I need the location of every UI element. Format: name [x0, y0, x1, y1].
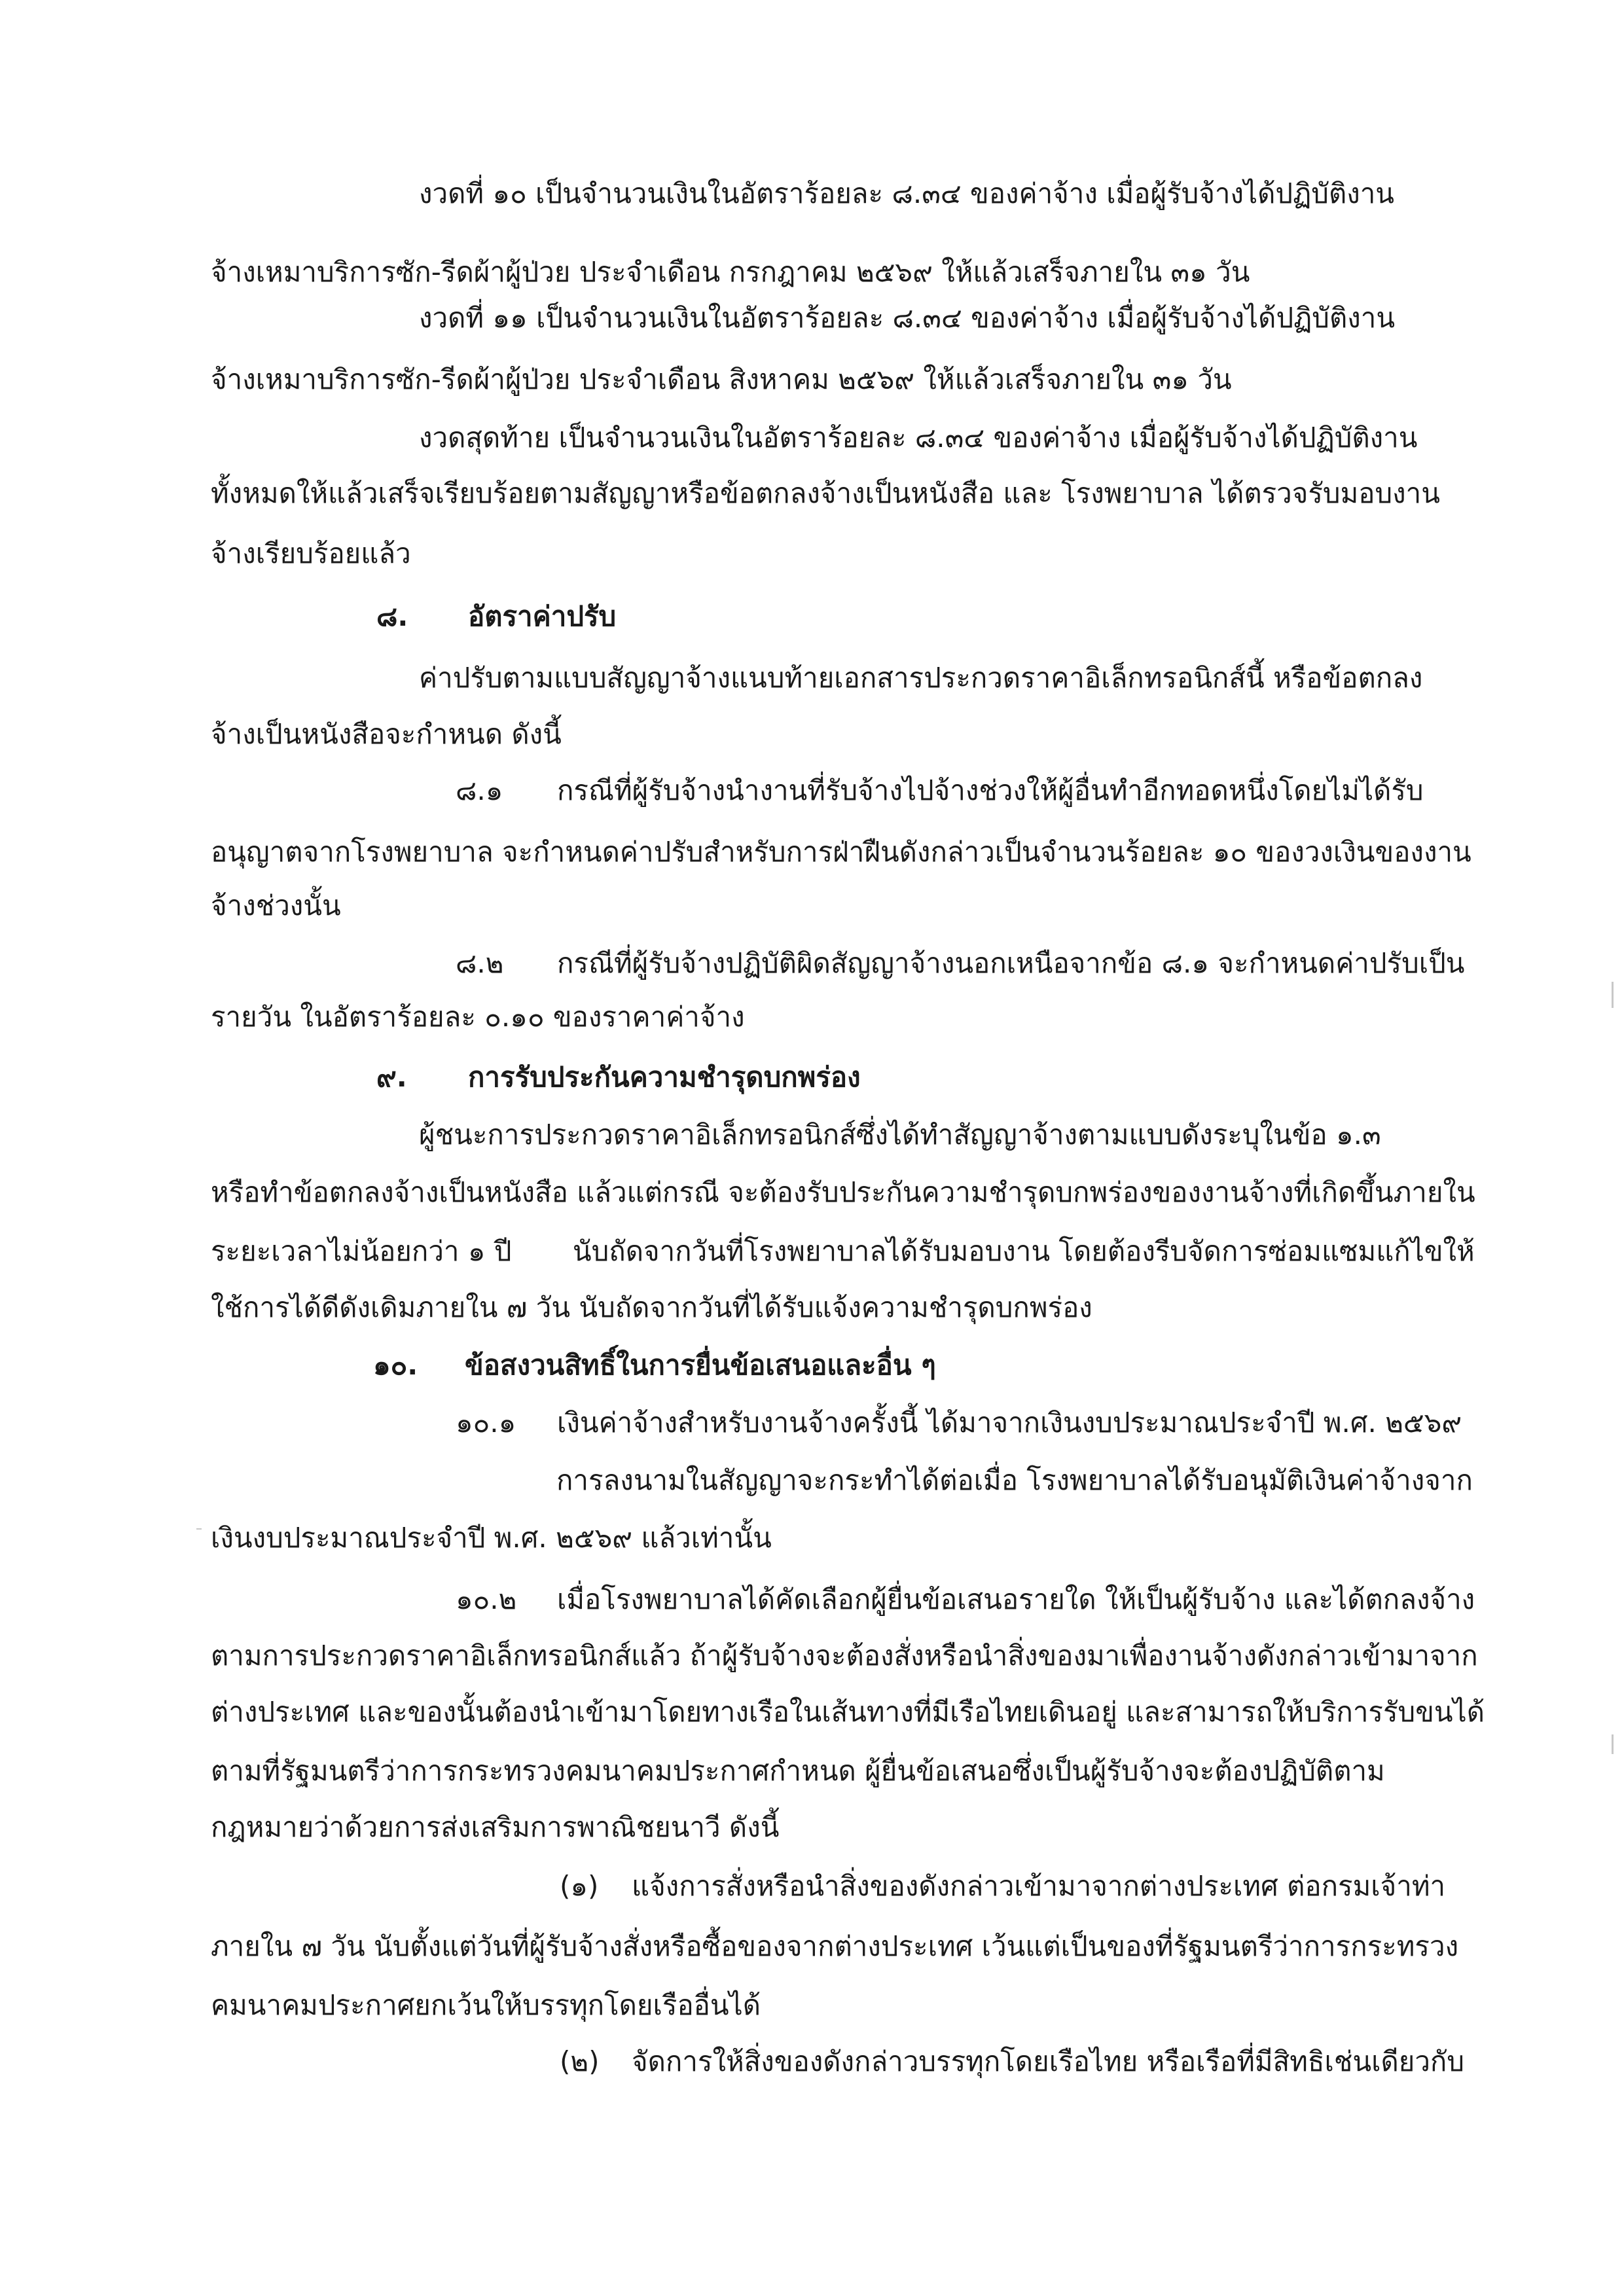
installment-10-line-1 — [419, 178, 1624, 209]
section-8-heading — [376, 601, 1624, 632]
clause-8-1-line-2 — [211, 836, 1624, 868]
text: จ้างเป็นหนังสือจะกำหนด ดังนี้ — [211, 718, 562, 750]
clause-10-2-line-1 — [456, 1584, 1624, 1615]
section-9-heading — [376, 1062, 1624, 1093]
installment-last-line-2 — [211, 478, 1624, 509]
clause-10-2-line-4 — [211, 1755, 1624, 1787]
installment-last-line-1 — [419, 422, 1624, 454]
clause-number: ๑๐.๒ — [456, 1583, 517, 1615]
section-10-heading — [373, 1350, 1624, 1381]
clause-8-2-line-2 — [211, 1001, 1624, 1033]
text: ระยะเวลาไม่น้อยกว่า ๑ ปี — [211, 1235, 512, 1267]
installment-last-line-3 — [211, 538, 1624, 569]
text: ใช้การได้ดีดังเดิมภายใน ๗ วัน นับถัดจากวันที่ได้รับแจ้งความชำรุดบกพร่อง — [211, 1291, 1092, 1323]
scan-mark — [1612, 1734, 1614, 1754]
section-title: อัตราค่าปรับ — [468, 600, 617, 632]
text: ภายใน ๗ วัน นับตั้งแต่วันที่ผู้รับจ้างสั่งหรือซื้อของจากต่างประเทศ เว้นแต่เป็นของที่รัฐมนตรีว่าการกระทรวง — [211, 1930, 1459, 1962]
clause-number: ๑๐.๑ — [456, 1407, 516, 1439]
text: เงินค่าจ้างสำหรับงานจ้างครั้งนี้ ได้มาจากเงินงบประมาณประจำปี พ.ศ. ๒๕๖๙ — [557, 1407, 1462, 1439]
clause-number: ๘.๒ — [456, 947, 504, 979]
text: หรือทำข้อตกลงจ้างเป็นหนังสือ แล้วแต่กรณี จะต้องรับประกันความชำรุดบกพร่องของงานจ้างที่เกิดขึ้นภายใน — [211, 1176, 1475, 1208]
text: กรณีที่ผู้รับจ้างปฏิบัติผิดสัญญาจ้างนอกเหนือจากข้อ ๘.๑ จะกำหนดค่าปรับเป็น — [557, 947, 1465, 979]
clause-number: ๘.๑ — [456, 774, 503, 806]
section-8-intro-line-2 — [211, 719, 1624, 750]
text: เงินงบประมาณประจำปี พ.ศ. ๒๕๖๙ แล้วเท่านั้น — [211, 1522, 772, 1554]
text: ผู้ชนะการประกวดราคาอิเล็กทรอนิกส์ซึ่งได้ทำสัญญาจ้างตามแบบดังระบุในข้อ ๑.๓ — [419, 1119, 1381, 1151]
item-1-line-1 — [560, 1871, 1624, 1902]
section-8-intro-line-1 — [419, 662, 1624, 694]
text: คมนาคมประกาศยกเว้นให้บรรทุกโดยเรืออื่นได้ — [211, 1989, 761, 2021]
installment-10-line-2 — [211, 257, 1624, 288]
scan-mark — [1612, 982, 1614, 1008]
text: อนุญาตจากโรงพยาบาล จะกำหนดค่าปรับสำหรับการฝ่าฝืนดังกล่าวเป็นจำนวนร้อยละ ๑๐ ของวงเงินของงาน — [211, 836, 1471, 868]
text: แจ้งการสั่งหรือนำสิ่งของดังกล่าวเข้ามาจากต่างประเทศ ต่อกรมเจ้าท่า — [632, 1870, 1446, 1902]
section-9-line-3 — [211, 1236, 1624, 1267]
text: จ้างเรียบร้อยแล้ว — [211, 537, 411, 569]
text: จ้างเหมาบริการซัก-รีดผ้าผู้ป่วย ประจำเดือน กรกฎาคม ๒๕๖๙ ให้แล้วเสร็จภายใน ๓๑ วัน — [211, 256, 1250, 288]
clause-8-2-line-1 — [456, 948, 1624, 979]
text: นับถัดจากวันที่โรงพยาบาลได้รับมอบงาน โดยต้องรีบจัดการซ่อมแซมแก้ไขให้ — [572, 1235, 1475, 1267]
section-9-line-4 — [211, 1292, 1624, 1323]
text: ต่างประเทศ และของนั้นต้องนำเข้ามาโดยทางเรือในเส้นทางที่มีเรือไทยเดินอยู่ และสามารถให้บริการรับขนได้ — [211, 1696, 1485, 1728]
clause-10-2-line-5 — [211, 1812, 1624, 1843]
text: ตามการประกวดราคาอิเล็กทรอนิกส์แล้ว ถ้าผู้รับจ้างจะต้องสั่งหรือนำสิ่งของมาเพื่องานจ้างดังกล่าวเข้ามาจาก — [211, 1640, 1478, 1672]
item-1-line-3 — [211, 1990, 1624, 2021]
section-title: การรับประกันความชำรุดบกพร่อง — [468, 1061, 861, 1093]
clause-10-1-line-3 — [211, 1522, 1624, 1554]
clause-8-1-line-3 — [211, 890, 1624, 922]
section-title: ข้อสงวนสิทธิ์ในการยื่นข้อเสนอและอื่น ๆ — [465, 1349, 936, 1381]
text: กรณีที่ผู้รับจ้างนำงานที่รับจ้างไปจ้างช่วงให้ผู้อื่นทำอีกทอดหนึ่งโดยไม่ได้รับ — [557, 774, 1424, 806]
item-number: (๒) — [560, 2045, 600, 2077]
text: งวดที่ ๑๐ เป็นจำนวนเงินในอัตราร้อยละ ๘.๓๔ ของค่าจ้าง เมื่อผู้รับจ้างได้ปฏิบัติงาน — [419, 177, 1395, 209]
text: จ้างเหมาบริการซัก-รีดผ้าผู้ป่วย ประจำเดือน สิงหาคม ๒๕๖๙ ให้แล้วเสร็จภายใน ๓๑ วัน — [211, 363, 1232, 395]
text: งวดที่ ๑๑ เป็นจำนวนเงินในอัตราร้อยละ ๘.๓๔ ของค่าจ้าง เมื่อผู้รับจ้างได้ปฏิบัติงาน — [419, 302, 1396, 334]
text: การลงนามในสัญญาจะกระทำได้ต่อเมื่อ โรงพยาบาลได้รับอนุมัติเงินค่าจ้างจาก — [556, 1464, 1473, 1496]
text: รายวัน ในอัตราร้อยละ ๐.๑๐ ของราคาค่าจ้าง — [211, 1001, 745, 1033]
clause-10-1-line-1 — [456, 1407, 1624, 1439]
installment-11-line-1 — [419, 302, 1624, 334]
clause-8-1-line-1 — [456, 775, 1624, 806]
text: เมื่อโรงพยาบาลได้คัดเลือกผู้ยื่นข้อเสนอรายใด ให้เป็นผู้รับจ้าง และได้ตกลงจ้าง — [557, 1583, 1475, 1615]
scan-mark — [196, 1528, 202, 1530]
text: ค่าปรับตามแบบสัญญาจ้างแนบท้ายเอกสารประกวดราคาอิเล็กทรอนิกส์นี้ หรือข้อตกลง — [419, 662, 1423, 694]
installment-11-line-2 — [211, 364, 1624, 395]
text: จ้างช่วงนั้น — [211, 889, 341, 922]
item-2-line-1 — [560, 2046, 1624, 2077]
text: ตามที่รัฐมนตรีว่าการกระทรวงคมนาคมประกาศกำหนด ผู้ยื่นข้อเสนอซึ่งเป็นผู้รับจ้างจะต้องปฏิบัติตาม — [211, 1755, 1385, 1787]
section-9-line-1 — [419, 1119, 1624, 1151]
text: ทั้งหมดให้แล้วเสร็จเรียบร้อยตามสัญญาหรือข้อตกลงจ้างเป็นหนังสือ และ โรงพยาบาล ได้ตรวจรับมอบงาน — [211, 477, 1440, 509]
clause-10-1-line-2 — [556, 1465, 1624, 1496]
item-1-line-2 — [211, 1931, 1624, 1962]
section-number: ๙. — [376, 1061, 407, 1093]
section-number: ๑๐. — [373, 1349, 418, 1381]
clause-10-2-line-2 — [211, 1640, 1624, 1672]
item-number: (๑) — [560, 1870, 599, 1902]
clause-10-2-line-3 — [211, 1696, 1624, 1728]
text: กฎหมายว่าด้วยการส่งเสริมการพาณิชยนาวี ดังนี้ — [211, 1811, 780, 1843]
section-number: ๘. — [376, 600, 408, 632]
section-9-line-2 — [211, 1177, 1624, 1208]
text: งวดสุดท้าย เป็นจำนวนเงินในอัตราร้อยละ ๘.๓๔ ของค่าจ้าง เมื่อผู้รับจ้างได้ปฏิบัติงาน — [419, 422, 1418, 454]
text: จัดการให้สิ่งของดังกล่าวบรรทุกโดยเรือไทย หรือเรือที่มีสิทธิเช่นเดียวกับ — [632, 2045, 1465, 2077]
